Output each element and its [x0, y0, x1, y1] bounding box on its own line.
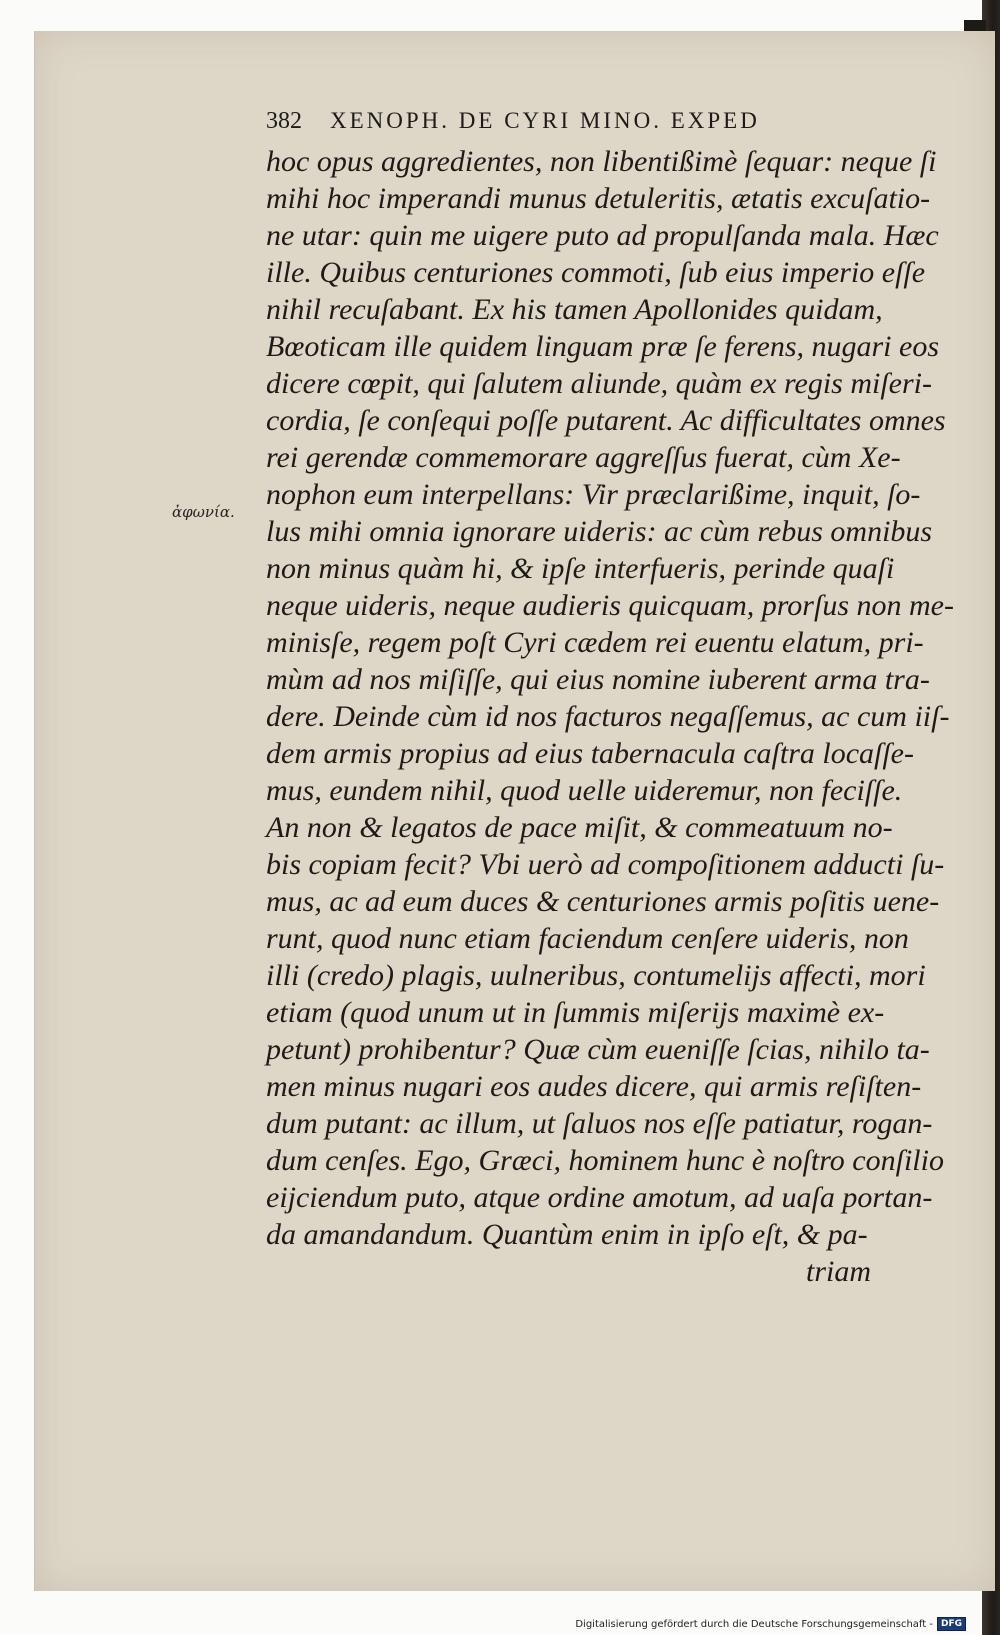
- text-line: lus mihi omnia ignorare uideris: ac cùm rebus omnibus: [266, 515, 933, 548]
- text-line: rei gerendæ commemorare aggreſſus fuerat, cùm Xe-: [266, 441, 901, 474]
- text-line: dum cenſes. Ego, Græci, hominem hunc è noſtro conſilio: [266, 1144, 944, 1177]
- text-line: Bœoticam ille quidem linguam præ ſe ferens, nugari eos: [266, 330, 939, 363]
- text-line: dem armis propius ad eius tabernacula caſtra locaſſe-: [266, 737, 914, 770]
- catchword: triam: [805, 1255, 871, 1288]
- margin-note: ἀφωνία.: [172, 503, 235, 521]
- text-line: minisſe, regem poſt Cyri cædem rei euentu elatum, pri-: [266, 626, 924, 659]
- text-line: men minus nugari eos audes dicere, qui armis reſiſten-: [266, 1070, 922, 1103]
- text-line: mus, eundem nihil, quod uelle uideremur, non feciſſe.: [266, 774, 903, 807]
- text-line: dum putant: ac illum, ut ſaluos nos eſſe patiatur, rogan-: [266, 1107, 933, 1140]
- text-line: mus, ac ad eum duces & centuriones armis poſitis uene-: [266, 885, 940, 918]
- body-text: [266, 143, 954, 1290]
- page-number: 382: [266, 108, 302, 134]
- text-line: mihi hoc imperandi munus detuleritis, ætatis excuſatio-: [266, 182, 931, 215]
- text-line: cordia, ſe conſequi poſſe putarent. Ac difficultates omnes: [266, 404, 946, 437]
- text-line: neque uideris, neque audieris quicquam, prorſus non me-: [266, 589, 954, 622]
- text-line: dere. Deinde cùm id nos facturos negaſſemus, ac cum iiſ-: [266, 700, 950, 733]
- text-line: dicere cœpit, qui ſalutem aliunde, quàm ex regis miſeri-: [266, 367, 932, 400]
- running-title: XENOPH. DE CYRI MINO. EXPED: [330, 108, 760, 133]
- text-line: etiam (quod unum ut in ſummis miſerijs maximè ex-: [266, 996, 885, 1029]
- text-line: petunt) prohibentur? Quæ cùm eueniſſe ſcias, nihilo ta-: [266, 1033, 930, 1066]
- text-line: bis copiam fecit? Vbi uerò ad compoſitionem adducti ſu-: [266, 848, 945, 881]
- text-line: non minus quàm hi, & ipſe interfueris, perinde quaſi: [266, 552, 895, 585]
- dfg-logo: DFG: [937, 1617, 966, 1631]
- text-line: illi (credo) plagis, uulneribus, contumelijs affecti, mori: [266, 959, 926, 992]
- digitization-footer: [575, 1616, 966, 1632]
- text-line: mùm ad nos miſiſſe, qui eius nomine iuberent arma tra-: [266, 663, 930, 696]
- page-header: [266, 108, 876, 138]
- text-line: nophon eum interpellans: Vir præclarißime, inquit, ſo-: [266, 478, 921, 511]
- footer-text: Digitalisierung gefördert durch die Deutsche Forschungsgemeinschaft -: [575, 1618, 933, 1630]
- text-line: ne utar: quin me uigere puto ad propulſanda mala. Hæc: [266, 219, 939, 252]
- text-line: ille. Quibus centuriones commoti, ſub eius imperio eſſe: [266, 256, 926, 289]
- text-line: nihil recuſabant. Ex his tamen Apollonides quidam,: [266, 293, 883, 326]
- text-line: hoc opus aggredientes, non libentißimè ſequar: neque ſi: [266, 145, 937, 178]
- text-line: An non & legatos de pace miſit, & commeatuum no-: [266, 811, 893, 844]
- text-line: runt, quod nunc etiam faciendum cenſere uideris, non: [266, 922, 909, 955]
- text-line: eijciendum puto, atque ordine amotum, ad uaſa portan-: [266, 1181, 933, 1214]
- text-line: da amandandum. Quantùm enim in ipſo eſt, & pa-: [266, 1218, 868, 1251]
